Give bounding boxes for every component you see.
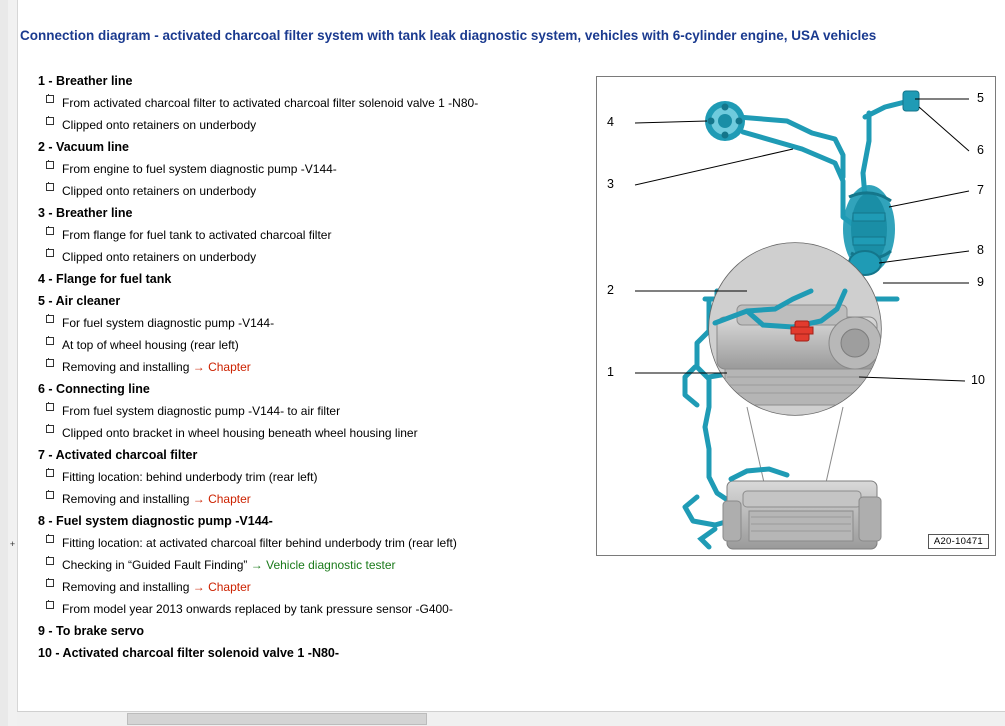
chapter-link[interactable]: → Chapter: [192, 491, 251, 506]
chapter-link[interactable]: → Chapter: [192, 579, 251, 594]
sub-text: Clipped onto retainers on underbody: [62, 249, 257, 264]
callout-8: 8: [977, 243, 984, 257]
sub-text: From fuel system diagnostic pump -V144- to air filter: [62, 403, 341, 418]
list-sub-item: [62, 92, 585, 114]
fuel-tank-flange: [705, 101, 745, 141]
figure-code: A20-10471: [928, 534, 989, 549]
list-item: [20, 510, 585, 620]
callout-4: 4: [607, 115, 614, 129]
callout-6: 6: [977, 143, 984, 157]
sub-text: At top of wheel housing (rear left): [62, 337, 239, 352]
horizontal-scrollbar[interactable]: [17, 711, 1005, 726]
callout-5: 5: [977, 91, 984, 105]
sub-text: Clipped onto retainers on underbody: [62, 183, 257, 198]
list-item: [20, 378, 585, 444]
list-item: [20, 202, 585, 268]
diagram-svg: [597, 77, 995, 555]
list-sub-item: [62, 598, 585, 620]
list-item-label: 1 - Breather line: [38, 74, 133, 88]
callout-7: 7: [977, 183, 984, 197]
list-item-label: 7 - Activated charcoal filter: [38, 448, 198, 462]
square-bullet-icon: [46, 359, 54, 367]
list-item: [20, 136, 585, 202]
diagnostic-tester-link[interactable]: → Vehicle diagnostic tester: [250, 557, 396, 572]
square-bullet-icon: [46, 491, 54, 499]
list-sub-item: [62, 532, 585, 554]
list-item: [20, 444, 585, 510]
sub-text: Removing and installing: [62, 579, 193, 594]
sub-text: From activated charcoal filter to activated charcoal filter solenoid valve 1 -N80-: [62, 95, 479, 110]
square-bullet-icon: [46, 95, 54, 103]
margin-mark: +: [9, 539, 16, 549]
scroll-left-arrow-icon[interactable]: [17, 712, 31, 726]
air-cleaner: [903, 91, 919, 111]
list-item: [20, 70, 585, 136]
list-sub-item: [62, 466, 585, 488]
square-bullet-icon: [46, 315, 54, 323]
square-bullet-icon: [46, 183, 54, 191]
square-bullet-icon: [46, 227, 54, 235]
square-bullet-icon: [46, 425, 54, 433]
list-item-label: 8 - Fuel system diagnostic pump -V144-: [38, 514, 273, 528]
sub-text: From model year 2013 onwards replaced by tank pressure sensor -G400-: [62, 601, 453, 616]
callout-9: 9: [977, 275, 984, 289]
page-title: Connection diagram - activated charcoal filter system with tank leak diagnostic system, vehicles with 6-cylinder engine, USA vehicles: [20, 28, 877, 43]
list-sub-item: [62, 246, 585, 268]
square-bullet-icon: [46, 469, 54, 477]
callout-3: 3: [607, 177, 614, 191]
list-sub-item: [62, 312, 585, 334]
sub-text: For fuel system diagnostic pump -V144-: [62, 315, 275, 330]
engine-illustration: [701, 469, 881, 549]
list-item: [20, 290, 585, 378]
list-sub-item: [62, 576, 585, 598]
callout-10: 10: [971, 373, 985, 387]
square-bullet-icon: [46, 337, 54, 345]
list-item-label: 2 - Vacuum line: [38, 140, 130, 154]
list-item-label: 3 - Breather line: [38, 206, 133, 220]
list-sub-item: [62, 356, 585, 378]
list-sub-item: [62, 422, 585, 444]
scrollbar-thumb[interactable]: [127, 713, 427, 725]
square-bullet-icon: [46, 601, 54, 609]
list-item-label: 4 - Flange for fuel tank: [38, 272, 172, 286]
list-item-label: 6 - Connecting line: [38, 382, 150, 396]
square-bullet-icon: [46, 579, 54, 587]
connection-diagram-figure: [596, 76, 996, 556]
left-margin-gutter: [8, 0, 18, 726]
square-bullet-icon: [46, 535, 54, 543]
list-sub-item: [62, 114, 585, 136]
sub-text: Fitting location: at activated charcoal filter behind underbody trim (rear left): [62, 535, 457, 550]
list-sub-item: [62, 158, 585, 180]
list-item-label: 9 - To brake servo: [38, 624, 145, 638]
detail-magnifier: [709, 243, 881, 487]
parts-list: [20, 70, 585, 720]
list-item: [20, 268, 585, 290]
list-sub-item: [62, 488, 585, 510]
square-bullet-icon: [46, 557, 54, 565]
list-sub-item: [62, 224, 585, 246]
sub-text: From flange for fuel tank to activated charcoal filter: [62, 227, 332, 242]
chapter-link[interactable]: → Chapter: [192, 359, 251, 374]
list-item-label: 5 - Air cleaner: [38, 294, 121, 308]
square-bullet-icon: [46, 117, 54, 125]
list-sub-item: [62, 180, 585, 202]
list-sub-item: [62, 400, 585, 422]
list-sub-item: [62, 554, 585, 576]
sub-text: Clipped onto retainers on underbody: [62, 117, 257, 132]
list-sub-item: [62, 334, 585, 356]
sub-text: Clipped onto bracket in wheel housing beneath wheel housing liner: [62, 425, 418, 440]
list-item: [20, 642, 585, 664]
callout-2: 2: [607, 283, 614, 297]
sub-text: Removing and installing: [62, 359, 193, 374]
list-item-label: 10 - Activated charcoal filter solenoid valve 1 -N80-: [38, 646, 340, 660]
sub-text: Fitting location: behind underbody trim (rear left): [62, 469, 318, 484]
square-bullet-icon: [46, 161, 54, 169]
sub-text: Checking in “Guided Fault Finding”: [62, 557, 251, 572]
sub-text: From engine to fuel system diagnostic pump -V144-: [62, 161, 337, 176]
callout-1: 1: [607, 365, 614, 379]
sub-text: Removing and installing: [62, 491, 193, 506]
list-item: [20, 620, 585, 642]
square-bullet-icon: [46, 403, 54, 411]
square-bullet-icon: [46, 249, 54, 257]
